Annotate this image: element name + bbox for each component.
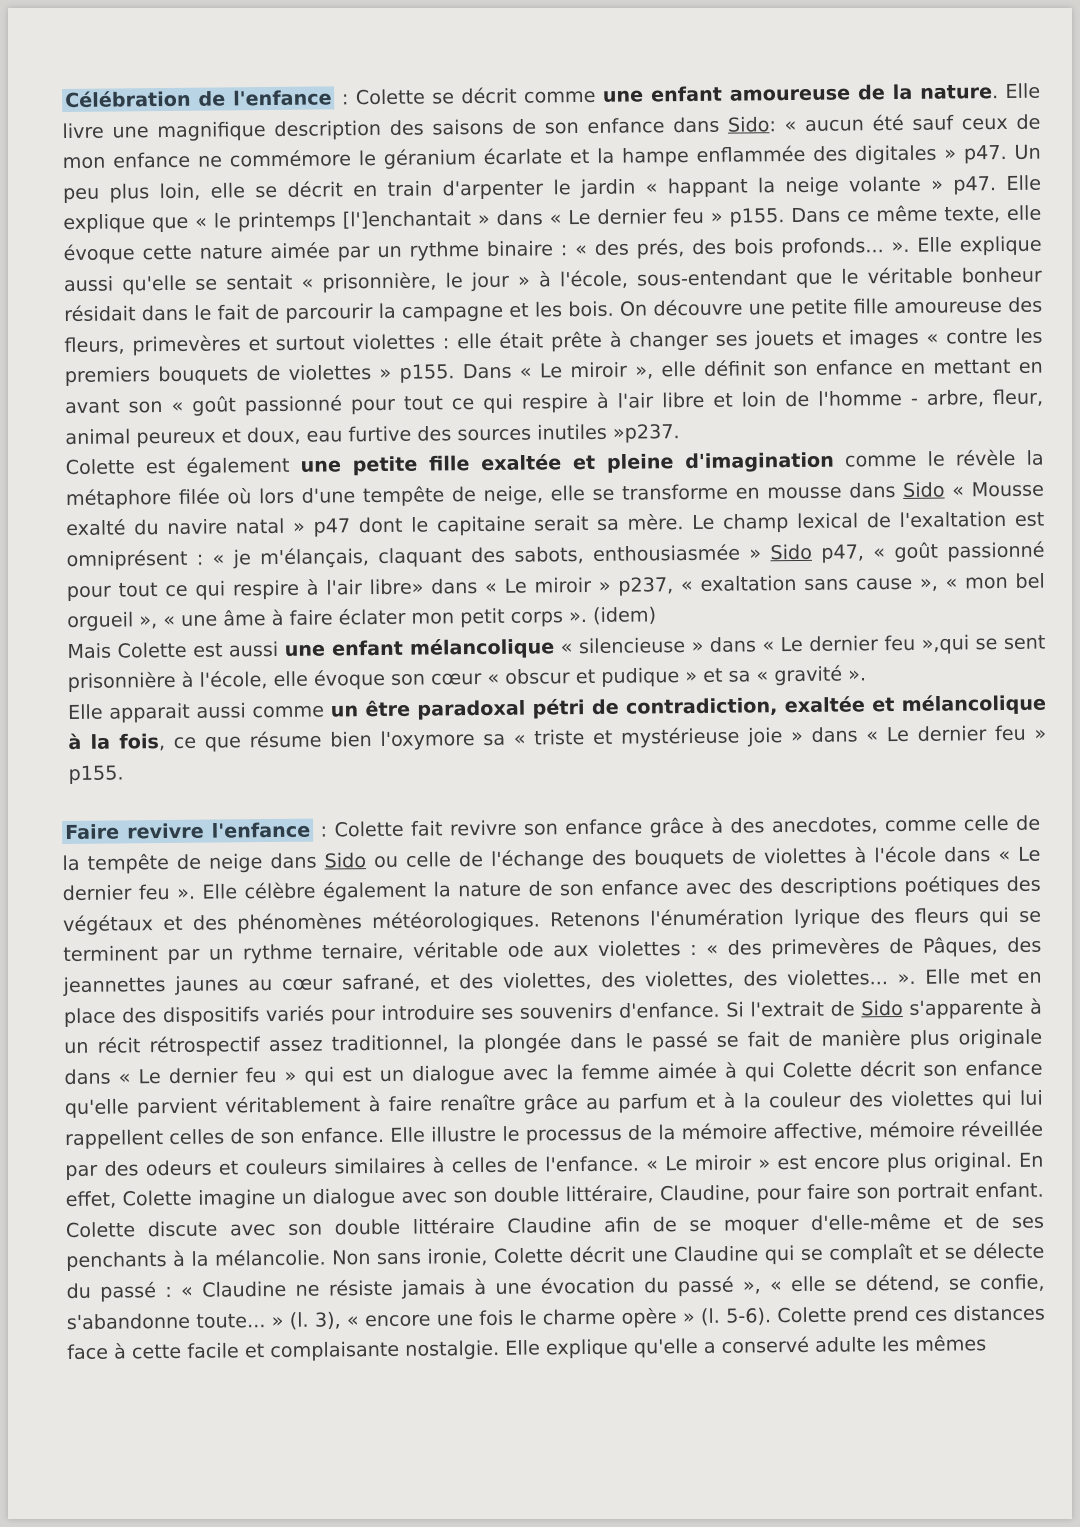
paragraph bbox=[67, 627, 1046, 698]
work-title: Sido bbox=[770, 540, 813, 565]
paragraph bbox=[68, 688, 1047, 789]
section-celebration-enfance bbox=[62, 77, 1047, 790]
text-run: p47, « goût passionné pour tout ce qui respire à l'air libre» dans « Le miroir » p237, « exaltation sans cause », « mon bel orgueil », « une âme à faire éclater mon petit corps ». (idem) bbox=[66, 538, 1045, 633]
paragraph bbox=[62, 77, 1043, 453]
key-phrase: un être paradoxal pétri de contradiction, exaltée et mélancolique à la fois bbox=[68, 691, 1047, 755]
section-heading: Faire revivre l'enfance bbox=[62, 819, 313, 844]
text-run: s'apparente à un récit rétrospectif assez traditionnel, la plongée dans le passé se fait de manière plus originale dans « Le dernier feu » qui est un dialogue avec la femme aimée à qui Colette décrit son enfance qu'elle parvient véritablement à faire renaître grâce au parfum et à la couleur des violettes qui lui rappellent celles de son enfance. Elle illustre le processus de la mémoire affective, mémoire réveillée par des odeurs et couleurs similaires à celles de l'enfance. « Le miroir » est encore plus original. En effet, Colette imagine un dialogue avec son double littéraire, Claudine, pour faire son portrait enfant. Colette discute avec son double littéraire Claudine afin de se moquer d'elle-même et de ses penchants à la mélancolie. Non sans ironie, Colette décrit une Claudine qui se complaît et se délecte du passé : « Claudine ne résiste jamais à une évocation du passé », « elle se détend, se confie, s'abandonne toute... » (l. 3), « encore une fois le charme opère » (l. 5-6). Colette prend ces distances face à cette facile et complaisante nostalgie. Elle explique qu'elle a conservé adulte les mêmes bbox=[64, 995, 1045, 1365]
text-run: : « aucun été sauf ceux de mon enfance ne commémore le géranium écarlate et la hampe enflammée des digitales » p47. Un peu plus loin, elle se décrit en train d'arpenter le jardin « happant la neige volante » p47. Elle explique que « le printemps [l']enchantait » dans « Le dernier feu » p155. Dans ce même texte, elle évoque cette nature aimée par un rythme binaire : « des prés, des bois profonds... ». Elle explique aussi qu'elle se sentait « prisonnière, le jour » à l'école, sous-entendant que le véritable bonheur résidait dans le fait de parcourir la campagne et les bois. On découvre une petite fille amoureuse des fleurs, primevères et surtout violettes : elle était prête à changer ses jouets et images « contre les premiers bouquets de violettes » p155. Dans « Le miroir », elle définit son enfance en mettant en avant son « goût passionné pour tout ce qui respire à l'air libre et loin de l'homme - arbre, fleur, animal peureux et doux, eau furtive des sources inutiles »p237. bbox=[62, 110, 1044, 449]
key-phrase: une petite fille exaltée et pleine d'imagination bbox=[300, 448, 834, 477]
text-run: « Mousse exalté du navire natal » p47 dont le capitaine serait sa mère. Le champ lexical de l'exaltation est omniprésent : « je m'élançais, claquant des sabots, enthousiasmée » bbox=[66, 477, 1045, 571]
text-run: « silencieuse » dans « Le dernier feu »,qui se sent prisonnière à l'école, elle évoque son cœur « obscur et pudique » et sa « gravité ». bbox=[67, 630, 1046, 694]
text-run: : Colette fait revivre son enfance grâce à des anecdotes, comme celle de la tempête de neige dans bbox=[62, 811, 1041, 875]
key-phrase: une enfant mélancolique bbox=[284, 634, 555, 661]
text-run: Mais Colette est aussi bbox=[67, 637, 285, 663]
document-page bbox=[8, 8, 1072, 1519]
paragraph bbox=[62, 809, 1045, 1369]
key-phrase: une enfant amoureuse de la nature bbox=[602, 80, 993, 107]
text-run: Colette est également bbox=[65, 453, 301, 480]
text-run: , ce que résume bien l'oxymore sa « triste et mystérieuse joie » dans « Le dernier feu » p155. bbox=[68, 722, 1047, 786]
work-title: Sido bbox=[902, 478, 945, 502]
text-run: ou celle de l'échange des bouquets de violettes à l'école dans « Le dernier feu ». Elle célèbre également la nature de son enfance avec des descriptions poétiques des végétaux et des phénomènes météorologiques. Retenons l'énumération lyrique des fleurs qui se terminent par un rythme ternaire, véritable ode aux violettes : « des primevères de Pâques, des jeannettes jaunes au cœur safrané, et des violettes, des violettes, des violettes... ». Elle met en place des dispositifs variés pour introduire ses souvenirs d'enfance. Si l'extrait de bbox=[62, 842, 1042, 1028]
section-heading: Célébration de l'enfance bbox=[62, 86, 335, 112]
paragraph bbox=[66, 444, 1046, 637]
work-title: Sido bbox=[727, 112, 770, 137]
text-run: : Colette se décrit comme bbox=[334, 83, 603, 110]
text-run: . Elle livre une magnifique description des saisons de son enfance dans bbox=[62, 79, 1041, 143]
text-run: Elle apparait aussi comme bbox=[67, 698, 331, 724]
work-title: Sido bbox=[324, 848, 367, 873]
section-faire-revivre-enfance bbox=[62, 809, 1045, 1369]
work-title: Sido bbox=[861, 996, 903, 1020]
text-run: comme le révèle la métaphore filée où lors d'une tempête de neige, elle se transforme en mousse dans bbox=[65, 446, 1044, 510]
